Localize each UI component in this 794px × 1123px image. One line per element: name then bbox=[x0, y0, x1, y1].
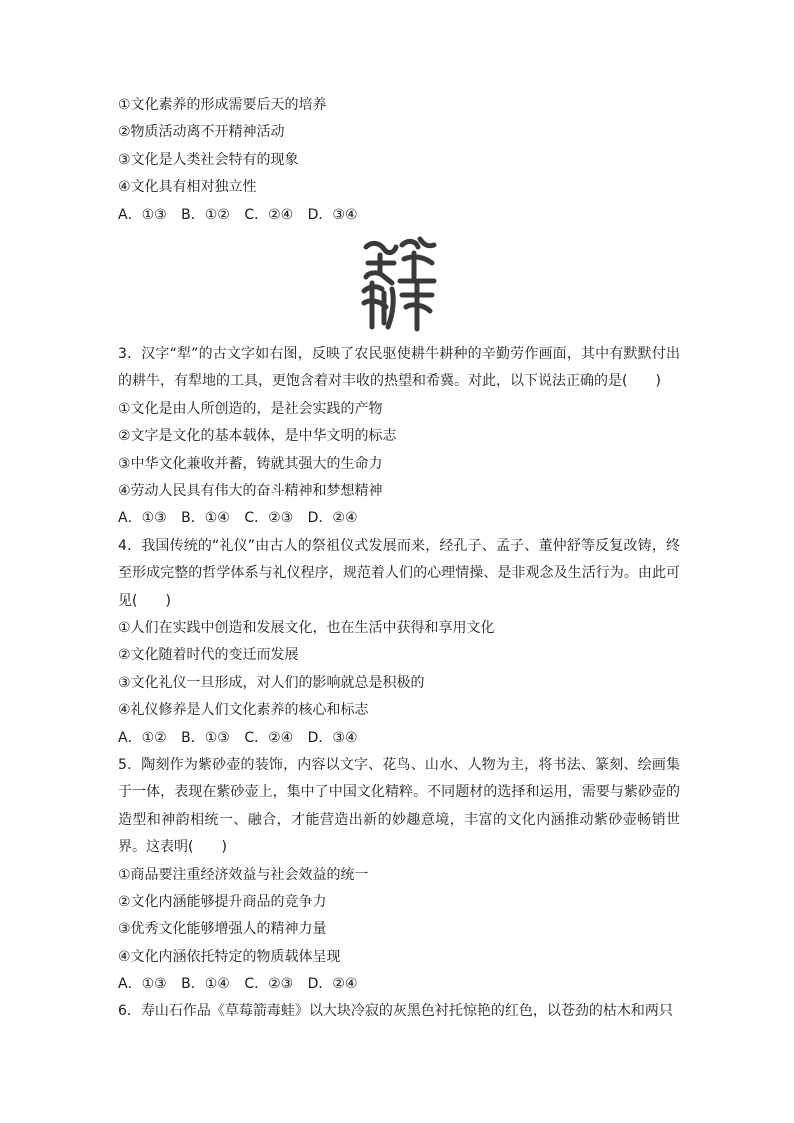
q4-option-b: B．①③ bbox=[181, 729, 230, 746]
q4-options bbox=[118, 725, 680, 752]
q3-option-a: A．①③ bbox=[118, 510, 167, 527]
question-5-block bbox=[118, 752, 680, 999]
seal-script-li-character-image bbox=[358, 233, 438, 333]
q2-option-c: C．②④ bbox=[244, 206, 294, 223]
q5-option-c: C．②③ bbox=[244, 976, 294, 993]
q3-item-2: ②文字是文化的基本载体，是中华文明的标志 bbox=[118, 428, 397, 445]
q5-item-2: ②文化内涵能够提升商品的竞争力 bbox=[118, 893, 327, 910]
q3-option-b: B．①④ bbox=[181, 510, 230, 527]
q5-stem: 5．陶刻作为紫砂壶的装饰，内容以文字、花鸟、山水、人物为主，将书法、篆刻、绘画集于一体，表现在紫砂壶上，集中了中国文化精粹。不同题材的选择和运用，需要与紫砂壶的造型和神韵相统一、融合，才能营造出新的妙趣意境，丰富的文化内涵推动紫砂壶畅销世界。这表明( ) bbox=[118, 756, 680, 856]
document-content bbox=[118, 92, 680, 1026]
q3-item-3: ③中华文化兼收并蓄，铸就其强大的生命力 bbox=[118, 455, 383, 472]
q4-option-d: D．③④ bbox=[307, 729, 358, 746]
q5-option-a: A．①③ bbox=[118, 976, 167, 993]
q2-item-3: ③文化是人类社会特有的现象 bbox=[118, 151, 299, 168]
question-6-block bbox=[118, 998, 680, 1025]
q4-item-4: ④礼仪修养是人们文化素养的核心和标志 bbox=[118, 702, 369, 719]
q4-option-c: C．②④ bbox=[244, 729, 294, 746]
q3-stem: 3．汉字“犁”的古文字如右图，反映了农民驱使耕牛耕种的辛勤劳作画面，其中有默默付出的耕牛，有犁地的工具，更饱含着对丰收的热望和希冀。对此，以下说法正确的是( ) bbox=[118, 345, 680, 390]
q5-item-3: ③优秀文化能够增强人的精神力量 bbox=[118, 921, 327, 938]
q2-option-d: D．③④ bbox=[307, 206, 358, 223]
q5-option-b: B．①④ bbox=[181, 976, 230, 993]
q4-option-a: A．①② bbox=[118, 729, 167, 746]
q3-item-4: ④劳动人民具有伟大的奋斗精神和梦想精神 bbox=[118, 482, 383, 499]
q5-item-1: ①商品要注重经济效益与社会效益的统一 bbox=[118, 866, 369, 883]
q2-item-4: ④文化具有相对独立性 bbox=[118, 179, 257, 196]
q4-item-3: ③文化礼仪一旦形成，对人们的影响就总是积极的 bbox=[118, 674, 425, 691]
q5-item-4: ④文化内涵依托特定的物质载体呈现 bbox=[118, 948, 341, 965]
q3-option-c: C．②③ bbox=[244, 510, 294, 527]
question-3-block bbox=[118, 341, 680, 533]
q2-item-1: ①文化素养的形成需要后天的培养 bbox=[118, 97, 327, 113]
question-2-block bbox=[118, 92, 680, 229]
q5-options bbox=[118, 971, 680, 998]
q2-option-a: A．①③ bbox=[118, 206, 167, 223]
q4-item-1: ①人们在实践中创造和发展文化，也在生活中获得和享用文化 bbox=[118, 619, 495, 636]
seal-script-figure bbox=[118, 229, 680, 341]
q2-options bbox=[118, 202, 680, 229]
q2-item-2: ②物质活动离不开精神活动 bbox=[118, 124, 285, 141]
q3-item-1: ①文化是由人所创造的，是社会实践的产物 bbox=[118, 400, 383, 417]
q6-stem: 6．寿山石作品《草莓箭毒蛙》以大块冷寂的灰黑色衬托惊艳的红色，以苍劲的枯木和两只 bbox=[118, 1003, 673, 1020]
q5-option-d: D．②④ bbox=[307, 976, 358, 993]
q4-stem: 4．我国传统的“礼仪”由古人的祭祖仪式发展而来，经孔子、孟子、董仲舒等反复改铸，终至形成完整的哲学体系与礼仪程序，规范着人们的心理情操、是非观念及生活行为。由此可见( ) bbox=[118, 537, 680, 609]
question-4-block bbox=[118, 533, 680, 752]
q2-option-b: B．①② bbox=[181, 206, 230, 223]
q3-options bbox=[118, 505, 680, 532]
q4-item-2: ②文化随着时代的变迁而发展 bbox=[118, 647, 299, 664]
q3-option-d: D．②④ bbox=[307, 510, 358, 527]
